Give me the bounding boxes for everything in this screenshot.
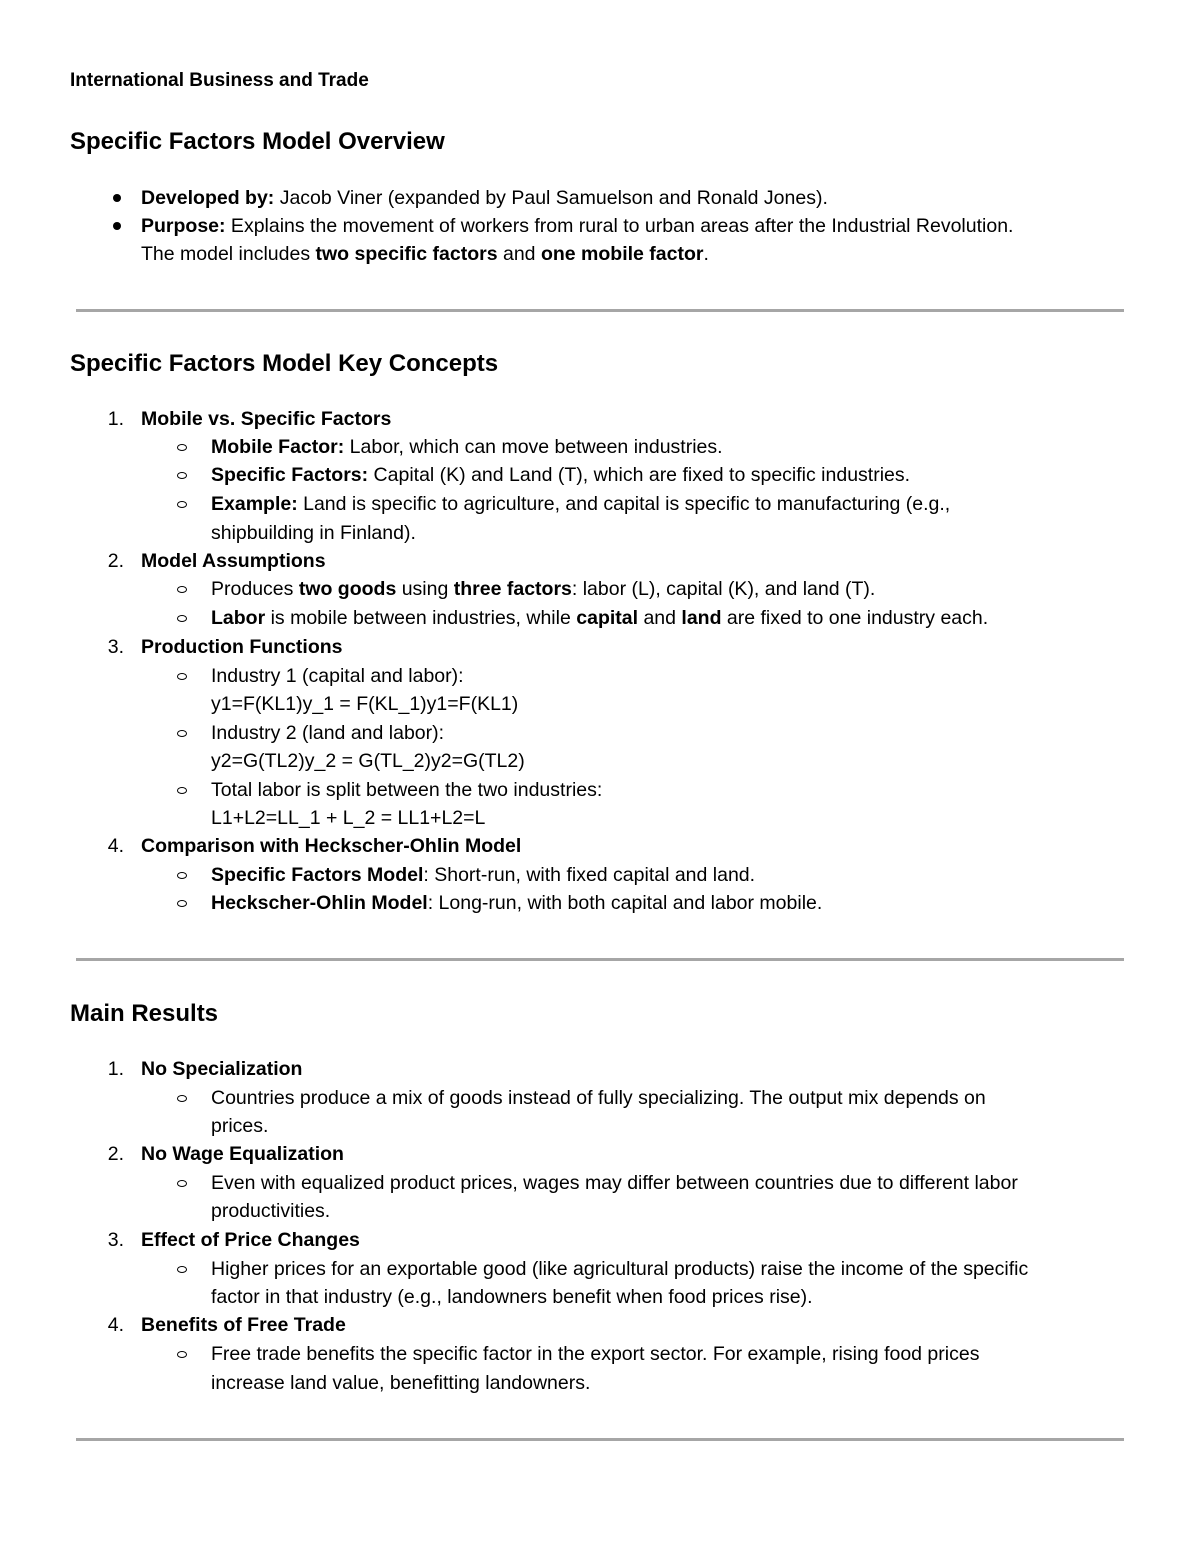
sub-item-text: are fixed to one industry each. <box>721 607 989 629</box>
sub-bullet-icon <box>177 787 187 794</box>
purpose-line2-text: and <box>497 243 541 265</box>
list-item-title-text: Mobile vs. Specific Factors <box>141 408 392 430</box>
key-concepts-heading: Specific Factors Model Key Concepts <box>70 350 499 377</box>
sub-list-item: Industry 1 (capital and labor): <box>211 665 464 687</box>
list-number: 3. <box>107 636 124 658</box>
purpose-item-line2 <box>141 240 709 269</box>
document-title: International Business and Trade <box>70 70 369 91</box>
sub-list-item <box>211 575 875 604</box>
list-item-title <box>141 1226 360 1255</box>
sub-list-item-line2: shipbuilding in Finland). <box>211 522 416 544</box>
sub-bullet-icon <box>177 1180 187 1187</box>
formula-line: L1+L2=LL_1 + L_2 = LL1+L2=L <box>211 807 486 829</box>
sub-list-item <box>211 861 755 890</box>
sub-list-item-line2: factor in that industry (e.g., landowners benefit when food prices rise). <box>211 1286 813 1308</box>
sub-list-item <box>211 490 950 519</box>
sub-list-item-line2: prices. <box>211 1115 269 1137</box>
sub-bullet-icon <box>177 501 187 508</box>
sub-item-text: : labor (L), capital (K), and land (T). <box>571 578 876 600</box>
purpose-line2-bold: one mobile factor <box>540 243 704 265</box>
developed-by-text: Jacob Viner (expanded by Paul Samuelson and Ronald Jones). <box>274 187 828 209</box>
sub-item-text: using <box>396 578 454 600</box>
list-item-title-text: No Specialization <box>141 1058 303 1080</box>
sub-item-text: Land is specific to agriculture, and capital is specific to manufacturing (e.g., <box>297 493 951 515</box>
sub-bullet-icon <box>177 1351 187 1358</box>
sub-item-bold: three factors <box>453 578 572 600</box>
bullet-icon <box>113 222 121 230</box>
purpose-label: Purpose: <box>141 215 226 237</box>
sub-list-item <box>211 433 723 462</box>
sub-list-item: Free trade benefits the specific factor in the export sector. For example, rising food prices <box>211 1343 980 1365</box>
sub-item-bold: capital <box>576 607 639 629</box>
list-number: 1. <box>107 1058 124 1080</box>
sub-item-text: is mobile between industries, while <box>265 607 577 629</box>
sub-item-label: Specific Factors: <box>211 464 369 486</box>
list-item-title-text: No Wage Equalization <box>141 1143 344 1165</box>
list-number: 4. <box>107 835 124 857</box>
sub-bullet-icon <box>177 872 187 879</box>
purpose-text: Explains the movement of workers from rural to urban areas after the Industrial Revolution. <box>225 215 1014 237</box>
list-item-title-text: Effect of Price Changes <box>141 1229 360 1251</box>
developed-by-label: Developed by: <box>141 187 275 209</box>
horizontal-divider <box>76 309 1124 312</box>
developed-by-item <box>141 184 828 213</box>
sub-bullet-icon <box>177 1266 187 1273</box>
sub-list-item: Industry 2 (land and labor): <box>211 722 445 744</box>
sub-item-text: Produces <box>211 578 299 600</box>
sub-list-item <box>211 461 910 490</box>
sub-item-bold: Labor <box>211 607 266 629</box>
overview-heading: Specific Factors Model Overview <box>70 128 445 155</box>
list-item-title <box>141 547 326 576</box>
sub-list-item <box>211 889 822 918</box>
sub-item-text: : Short-run, with fixed capital and land. <box>423 864 756 886</box>
purpose-item <box>141 212 1013 241</box>
sub-bullet-icon <box>177 673 187 680</box>
sub-item-bold: two goods <box>298 578 397 600</box>
sub-bullet-icon <box>177 615 187 622</box>
purpose-line2-text: The model includes <box>141 243 316 265</box>
purpose-line2-text: . <box>703 243 709 265</box>
list-item-title <box>141 832 521 861</box>
list-item-title-text: Model Assumptions <box>141 550 326 572</box>
sub-item-label: Mobile Factor: <box>211 436 345 458</box>
list-number: 2. <box>107 550 124 572</box>
formula-line: y2=G(TL2)y_2 = G(TL_2)y2=G(TL2) <box>211 750 525 772</box>
list-number: 4. <box>107 1314 124 1336</box>
main-results-heading: Main Results <box>70 1000 219 1027</box>
sub-bullet-icon <box>177 472 187 479</box>
list-item-title-text: Benefits of Free Trade <box>141 1314 346 1336</box>
sub-bullet-icon <box>177 1095 187 1102</box>
sub-list-item: Countries produce a mix of goods instead of fully specializing. The output mix depends on <box>211 1087 986 1109</box>
bullet-icon <box>113 194 121 202</box>
list-number: 1. <box>107 408 124 430</box>
list-number: 2. <box>107 1143 124 1165</box>
sub-item-text: and <box>638 607 682 629</box>
list-item-title-text: Production Functions <box>141 636 343 658</box>
purpose-line2-bold: two specific factors <box>315 243 498 265</box>
sub-item-text: Labor, which can move between industries. <box>344 436 723 458</box>
sub-bullet-icon <box>177 900 187 907</box>
sub-list-item: Total labor is split between the two industries: <box>211 779 603 801</box>
formula-line: y1=F(KL1)y_1 = F(KL_1)y1=F(KL1) <box>211 693 519 715</box>
list-item-title <box>141 1055 302 1084</box>
sub-item-bold: land <box>681 607 722 629</box>
sub-list-item-line2: increase land value, benefitting landowners. <box>211 1372 591 1394</box>
sub-item-text: Capital (K) and Land (T), which are fixed to specific industries. <box>368 464 911 486</box>
list-item-title <box>141 1311 346 1340</box>
sub-list-item <box>211 604 988 633</box>
sub-item-text: : Long-run, with both capital and labor mobile. <box>427 892 823 914</box>
sub-bullet-icon <box>177 586 187 593</box>
list-number: 3. <box>107 1229 124 1251</box>
sub-bullet-icon <box>177 444 187 451</box>
list-item-title <box>141 633 342 662</box>
list-item-title-text: Comparison with Heckscher-Ohlin Model <box>141 835 522 857</box>
sub-item-label: Heckscher-Ohlin Model <box>211 892 428 914</box>
list-item-title <box>141 1140 344 1169</box>
sub-list-item: Even with equalized product prices, wages may differ between countries due to different labor <box>211 1172 1018 1194</box>
sub-item-label: Specific Factors Model <box>211 864 424 886</box>
sub-bullet-icon <box>177 730 187 737</box>
horizontal-divider <box>76 1438 1124 1441</box>
horizontal-divider <box>76 958 1124 961</box>
sub-list-item-line2: productivities. <box>211 1200 331 1222</box>
list-item-title <box>141 405 391 434</box>
sub-item-label: Example: <box>211 493 298 515</box>
sub-list-item: Higher prices for an exportable good (like agricultural products) raise the income of the specific <box>211 1258 1029 1280</box>
